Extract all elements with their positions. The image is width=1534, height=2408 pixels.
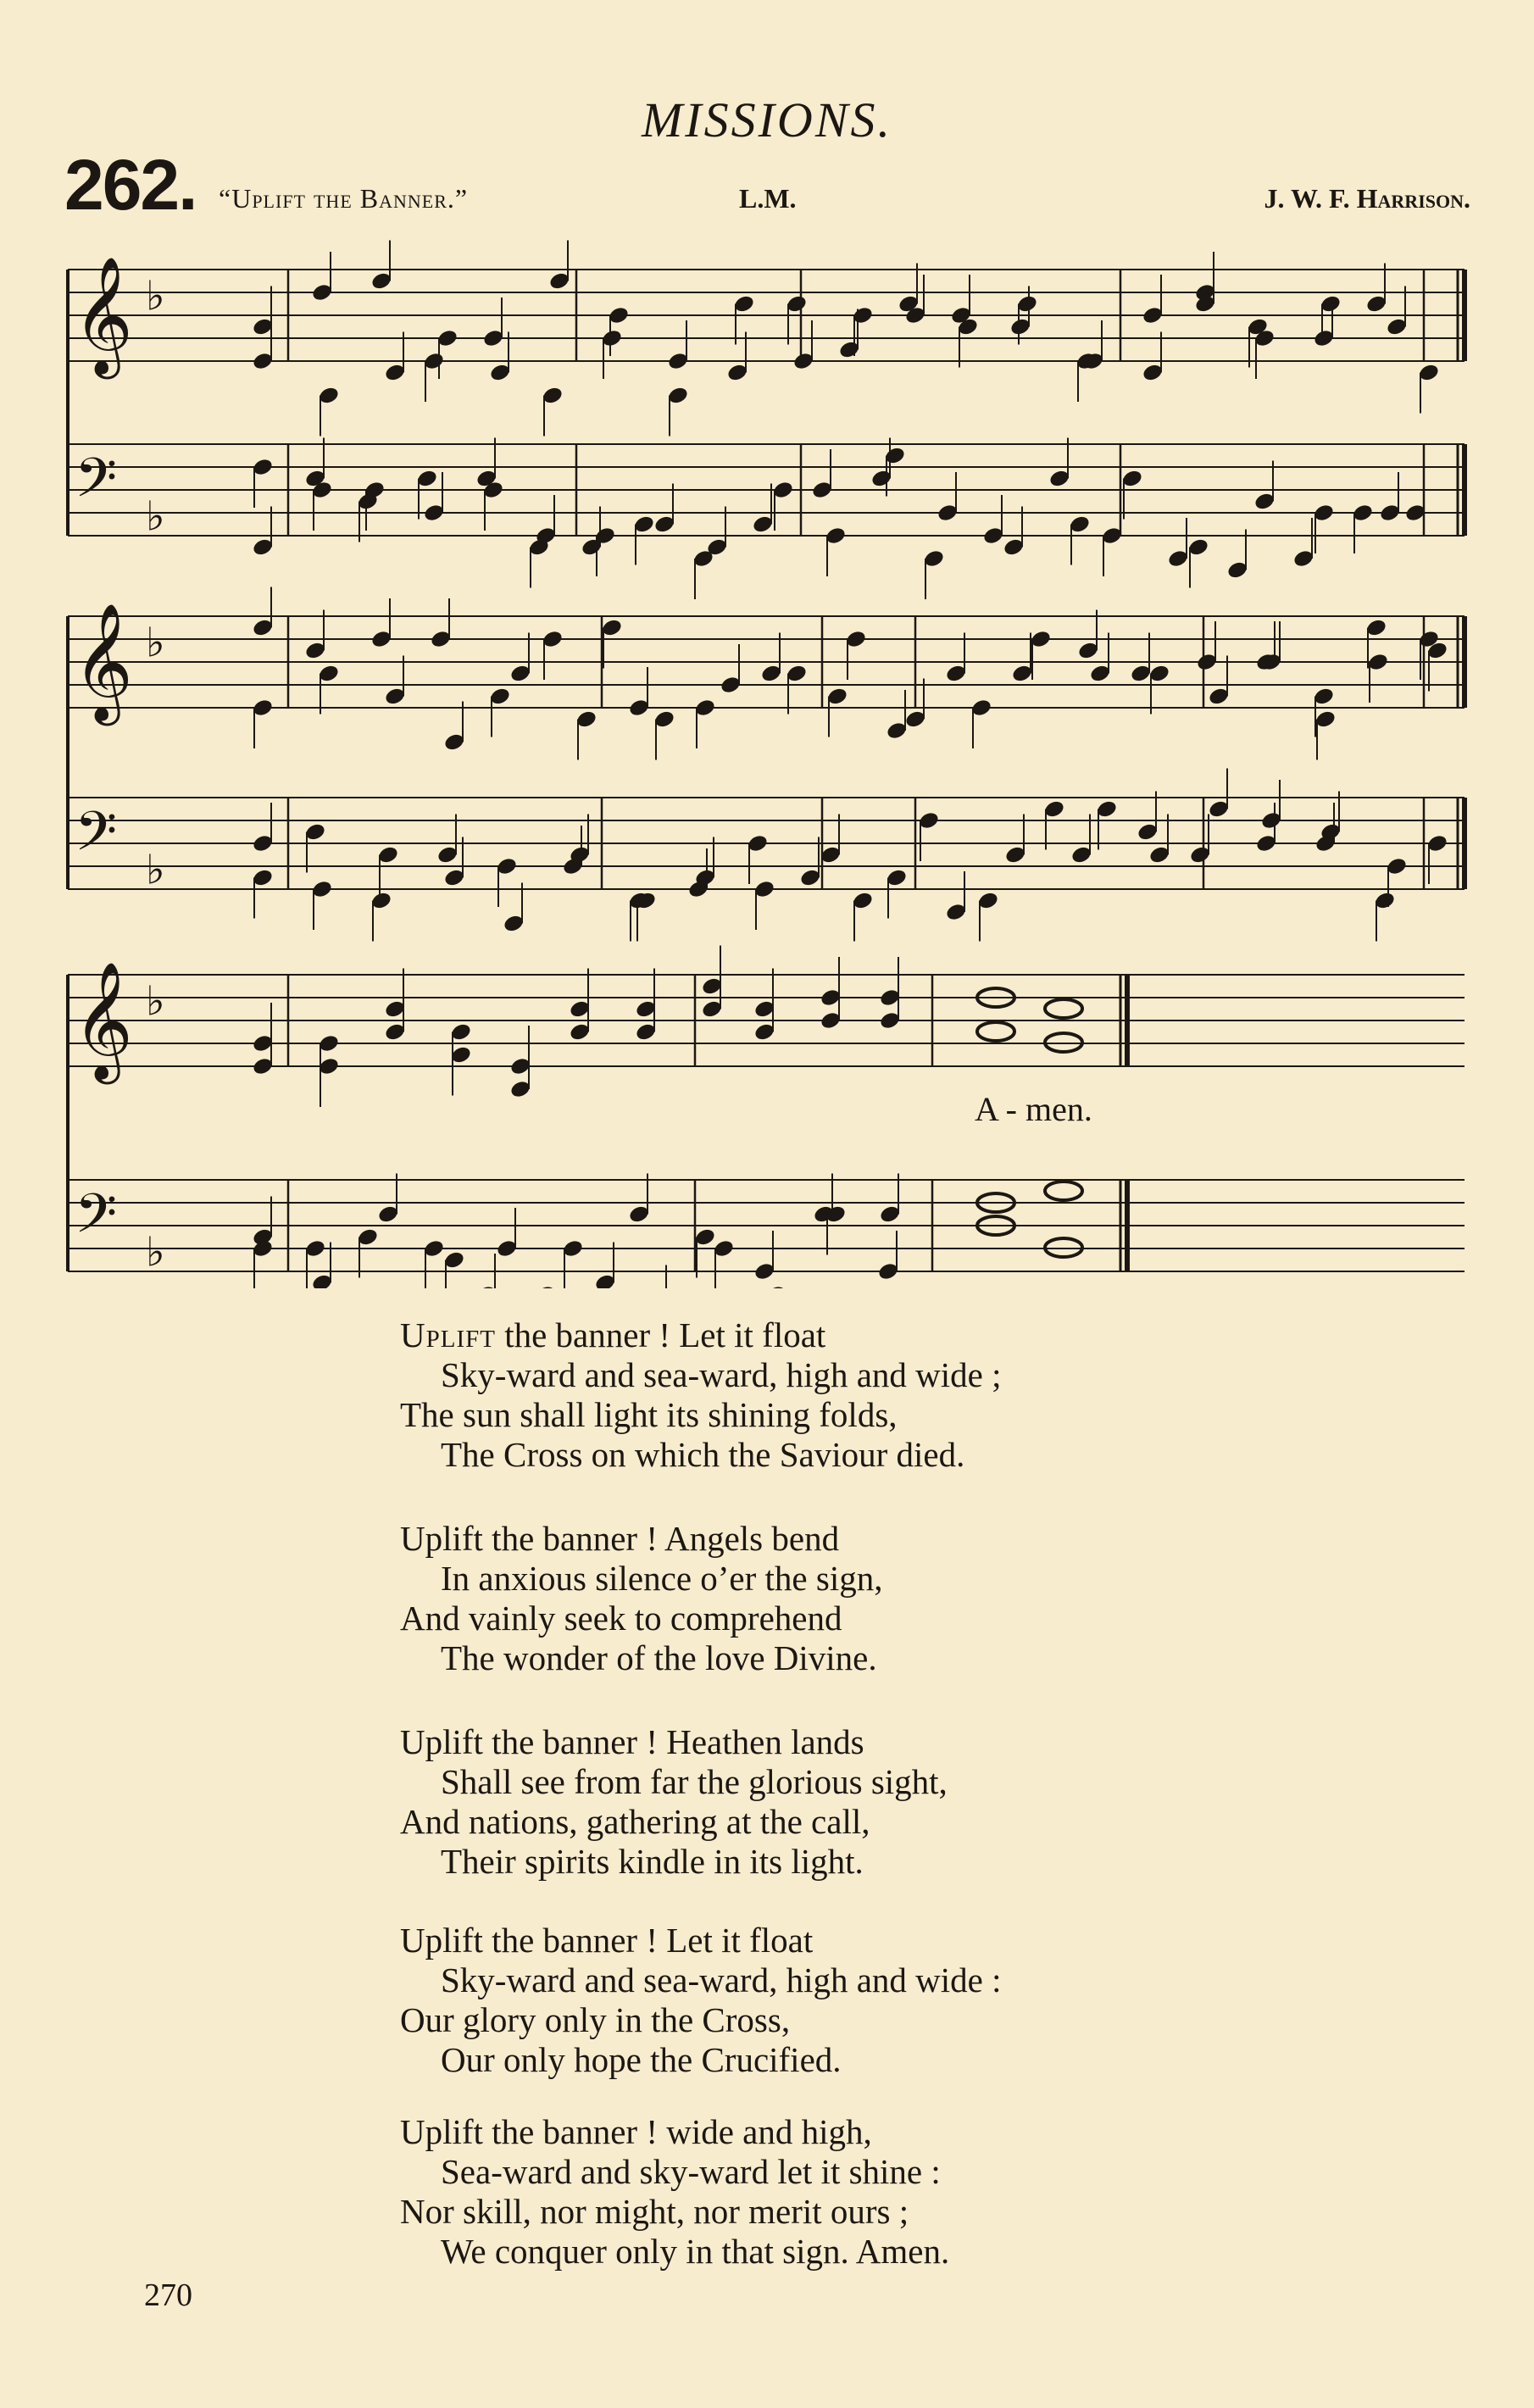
notehead: [535, 1284, 558, 1288]
flat-key-signature-icon: ♭: [146, 492, 165, 541]
verse-2: [400, 1519, 882, 1678]
verse-line: And nations, gathering at the call,: [400, 1802, 870, 1841]
verse-line: The Cross on which the Saviour died.: [441, 1435, 965, 1474]
verse-line: We conquer only in that sign. Amen.: [441, 2232, 950, 2271]
verse-line: Uplift the banner ! Let it float: [400, 1921, 814, 1960]
verse-line: Shall see from far the glorious sight,: [441, 1762, 948, 1801]
notehead: [765, 1284, 788, 1288]
verse-line: Their spirits kindle in its light.: [441, 1842, 864, 1881]
verse-line: Nor skill, nor might, nor merit ours ;: [400, 2192, 909, 2231]
hymn-meter: L.M.: [739, 183, 797, 214]
verse-line: And vainly seek to comprehend: [400, 1599, 842, 1638]
hymn-number: 262.: [64, 145, 197, 225]
whole-note: [977, 1022, 1014, 1041]
flat-key-signature-icon: ♭: [146, 272, 165, 320]
verse-4: [400, 1921, 1002, 2080]
verse-line: Uplift the banner ! Heathen lands: [400, 1722, 864, 1761]
verse-line: Our only hope the Crucified.: [441, 2040, 842, 2079]
bass-clef-icon: 𝄢: [75, 1182, 118, 1260]
treble-clef-icon: 𝄞: [73, 603, 133, 721]
verse-line: [400, 1315, 1002, 1355]
section-title: MISSIONS.: [641, 92, 892, 147]
verse-line: Sky-ward and sea-ward, high and wide :: [441, 1960, 1002, 1999]
verse-3: [400, 1722, 948, 1882]
verse-1: [400, 1315, 1002, 1475]
flat-key-signature-icon: ♭: [146, 846, 165, 894]
verse-line: The sun shall light its shining folds,: [400, 1395, 898, 1434]
verse-line: Uplift the banner ! wide and high,: [400, 2112, 872, 2151]
page-number: 270: [144, 2277, 192, 2313]
verse-line: Our glory only in the Cross,: [400, 2000, 791, 2039]
verse-line: Uplift the banner ! Angels bend: [400, 1519, 840, 1558]
verse-line: In anxious silence o’er the sign,: [441, 1559, 883, 1598]
whole-note: [1045, 1182, 1082, 1200]
bass-clef-icon: 𝄢: [75, 447, 118, 524]
verse-5: [400, 2112, 949, 2272]
verse-line: The wonder of the love Divine.: [441, 1638, 877, 1677]
flat-key-signature-icon: ♭: [146, 977, 165, 1026]
flat-key-signature-icon: ♭: [146, 1228, 165, 1276]
verse-line: Sea-ward and sky-ward let it shine :: [441, 2152, 941, 2191]
hymn-title: “Uplift the Banner.”: [219, 183, 469, 214]
verse-first-word: Uplift: [400, 1315, 496, 1354]
score-systems: [68, 241, 1465, 1289]
amen-lyric: A - men.: [975, 1090, 1092, 1128]
bass-clef-icon: 𝄢: [75, 800, 118, 877]
verse-line: Sky-ward and sea-ward, high and wide ;: [441, 1355, 1002, 1394]
whole-note: [1045, 999, 1082, 1018]
hymn-composer: J. W. F. Harrison.: [1264, 183, 1470, 214]
flat-key-signature-icon: ♭: [146, 619, 165, 667]
treble-clef-icon: 𝄞: [73, 961, 133, 1080]
verse-line-rest: the banner ! Let it float: [495, 1315, 826, 1354]
treble-clef-icon: 𝄞: [73, 256, 133, 375]
